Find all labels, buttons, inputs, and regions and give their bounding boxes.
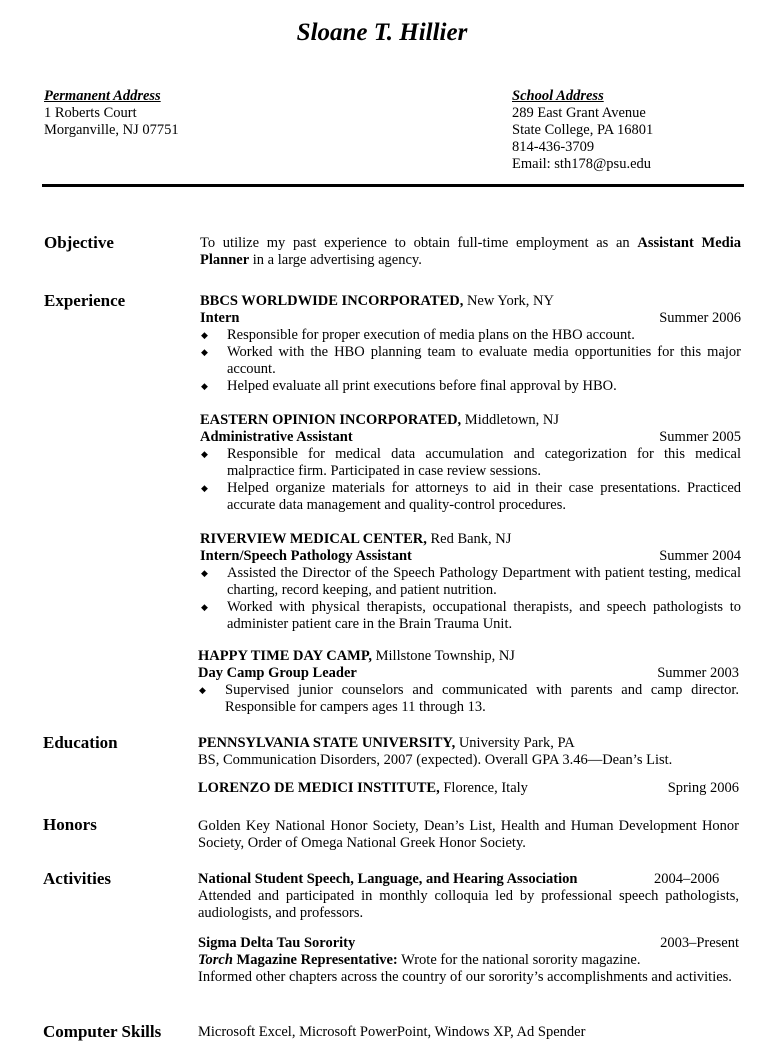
job-bullets (200, 446, 741, 514)
job-bullet-text: Assisted the Director of the Speech Pathology Department with patient testing, medical charting, record keeping, and patient nutrition. (227, 565, 741, 598)
job-employer-line (198, 648, 739, 665)
job-date: Summer 2006 (659, 310, 741, 326)
activity-role-text: Wrote for the national sorority magazine. (397, 952, 641, 968)
job-employer-line (200, 293, 741, 310)
job-location: Red Bank, NJ (426, 531, 512, 547)
school-address-line2: State College, PA 16801 (512, 122, 654, 138)
job-date: Summer 2004 (659, 548, 741, 564)
job-bullet (200, 327, 741, 344)
permanent-address-line1: 1 Roberts Court (44, 105, 137, 121)
job-title: Intern (200, 310, 240, 326)
diamond-bullet-icon: ◆ (201, 483, 208, 493)
job-employer: EASTERN OPINION INCORPORATED, (200, 412, 462, 428)
activity-date: 2003–Present (660, 935, 739, 951)
objective-text (200, 235, 741, 269)
education-heading: Education (43, 733, 118, 752)
job-title-row (200, 310, 741, 327)
skills-heading: Computer Skills (43, 1022, 162, 1041)
diamond-bullet-icon: ◆ (201, 449, 208, 459)
job-bullet-text: Helped evaluate all print executions before final approval by HBO. (227, 378, 617, 394)
activity-entry (198, 871, 739, 922)
diamond-bullet-icon: ◆ (201, 381, 208, 391)
job-bullets (198, 682, 739, 716)
objective-text-bold: Assistant Media Planner (200, 235, 741, 268)
activity-role-italic: Torch (198, 952, 233, 968)
permanent-address-line2: Morganville, NJ 07751 (44, 122, 179, 138)
job-location: Millstone Township, NJ (372, 648, 515, 664)
job-entry (200, 412, 741, 514)
activity-role-line (198, 952, 739, 969)
objective-heading: Objective (44, 233, 114, 252)
diamond-bullet-icon: ◆ (201, 568, 208, 578)
school-address-heading: School Address (512, 88, 604, 104)
activity-title-row (198, 935, 739, 952)
job-bullet-text: Worked with physical therapists, occupational therapists, and speech pathologists to administer patient care in the Brain Trauma Unit. (227, 599, 741, 632)
school-phone: 814-436-3709 (512, 139, 595, 155)
school-date: Spring 2006 (667, 780, 739, 796)
activity-name: National Student Speech, Language, and Hearing Association (198, 871, 578, 887)
activity-name: Sigma Delta Tau Sorority (198, 935, 356, 951)
skills-text: Microsoft Excel, Microsoft PowerPoint, Windows XP, Ad Spender (198, 1024, 586, 1040)
job-entry (198, 648, 739, 716)
job-bullet (200, 599, 741, 633)
job-title-row (200, 548, 741, 565)
school-line (198, 780, 528, 797)
school-address-line1: 289 East Grant Avenue (512, 105, 646, 121)
job-date: Summer 2005 (659, 429, 741, 445)
school-name: LORENZO DE MEDICI INSTITUTE, (198, 780, 440, 796)
job-title-row (198, 665, 739, 682)
job-bullet-text: Worked with the HBO planning team to evaluate media opportunities for this major account. (227, 344, 741, 377)
job-bullet-text: Responsible for proper execution of media plans on the HBO account. (227, 327, 635, 343)
diamond-bullet-icon: ◆ (201, 330, 208, 340)
job-location: Middletown, NJ (461, 412, 560, 428)
activity-entry (198, 935, 739, 986)
job-date: Summer 2003 (657, 665, 739, 681)
job-location: New York, NY (463, 293, 554, 309)
job-employer: RIVERVIEW MEDICAL CENTER, (200, 531, 427, 547)
job-employer: HAPPY TIME DAY CAMP, (198, 648, 373, 664)
job-bullet (200, 378, 741, 395)
education-entry (198, 735, 739, 769)
job-bullets (200, 327, 741, 395)
activity-description: Attended and participated in monthly colloquia led by professional speech pathologists, audiologists, and professors. (198, 888, 739, 921)
header-divider (42, 184, 744, 187)
job-entry (200, 293, 741, 395)
permanent-address-heading: Permanent Address (44, 88, 161, 104)
objective-text-post: in a large advertising agency. (249, 252, 422, 268)
job-title: Administrative Assistant (200, 429, 353, 445)
school-line (198, 735, 739, 752)
school-email: Email: sth178@psu.edu (512, 156, 652, 172)
diamond-bullet-icon: ◆ (201, 602, 208, 612)
degree-line: BS, Communication Disorders, 2007 (expected). Overall GPA 3.46—Dean’s List. (198, 752, 673, 768)
job-title: Intern/Speech Pathology Assistant (200, 548, 412, 564)
diamond-bullet-icon: ◆ (201, 347, 208, 357)
job-bullet-text: Responsible for medical data accumulation and categorization for this medical malpractice firm. Participated in case review sessions. (227, 446, 741, 479)
resume-name: Sloane T. Hillier (296, 19, 468, 46)
job-employer-line (200, 412, 741, 429)
school-location: University Park, PA (455, 735, 575, 751)
job-title-row (200, 429, 741, 446)
job-bullet (200, 565, 741, 599)
job-title: Day Camp Group Leader (198, 665, 357, 681)
job-entry (200, 531, 741, 633)
job-bullet-text: Supervised junior counselors and communicated with parents and camp director. Responsible for campers ages 11 through 13. (225, 682, 739, 715)
activity-title-row (198, 871, 739, 888)
activity-role-bold: Magazine Representative: (232, 952, 398, 968)
school-location: Florence, Italy (439, 780, 528, 796)
job-employer: BBCS WORLDWIDE INCORPORATED, (200, 293, 464, 309)
honors-text: Golden Key National Honor Society, Dean’s List, Health and Human Development Honor Society, Order of Omega National Greek Honor Society. (198, 818, 739, 851)
activity-description: Informed other chapters across the country of our sorority’s accomplishments and activities. (198, 969, 732, 985)
activities-heading: Activities (43, 869, 111, 888)
education-entry (198, 780, 739, 797)
experience-heading: Experience (44, 291, 126, 310)
activity-date: 2004–2006 (654, 871, 720, 887)
school-name: PENNSYLVANIA STATE UNIVERSITY, (198, 735, 456, 751)
job-bullets (200, 565, 741, 633)
school-address (512, 88, 653, 173)
job-bullet (200, 480, 741, 514)
job-employer-line (200, 531, 741, 548)
honors-heading: Honors (43, 815, 97, 834)
job-bullet (198, 682, 739, 716)
job-bullet-text: Helped organize materials for attorneys to aid in their case presentations. Practiced accurate data management and quality-control procedures. (227, 480, 741, 513)
permanent-address (44, 88, 179, 139)
objective-text-pre: To utilize my past experience to obtain full-time employment as an (200, 235, 638, 251)
job-bullet (200, 344, 741, 378)
diamond-bullet-icon: ◆ (199, 685, 206, 695)
job-bullet (200, 446, 741, 480)
